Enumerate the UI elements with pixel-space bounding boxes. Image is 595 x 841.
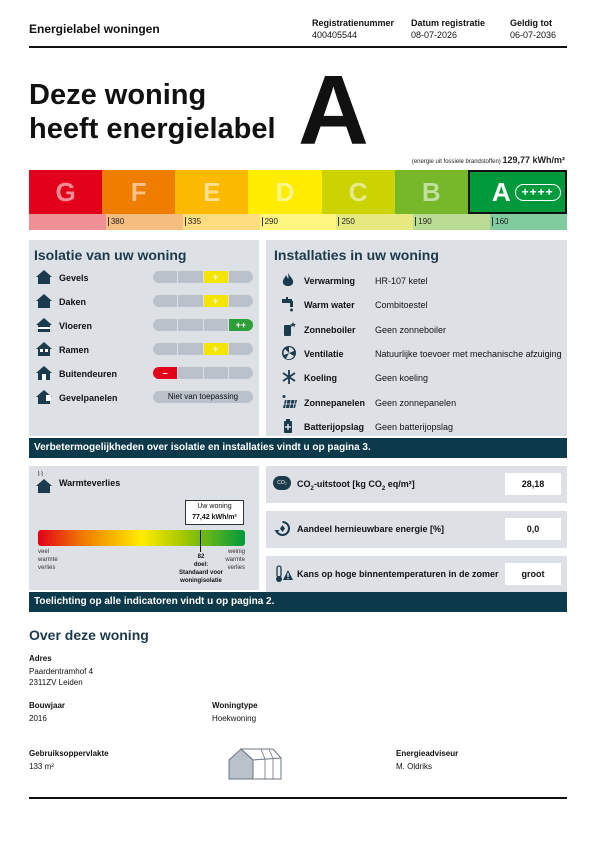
- energy-grade-letter: C: [348, 176, 368, 207]
- registratienummer-value: 400405544: [312, 30, 358, 40]
- energy-threshold-value: 250: [338, 217, 354, 226]
- top-rule: [29, 46, 567, 48]
- energy-threshold-a: [490, 214, 567, 230]
- energy-grade-letter: F: [130, 176, 147, 207]
- energy-threshold-value: 290: [262, 217, 278, 226]
- corner-house-icon: [227, 746, 283, 781]
- installation-label: Ventilatie: [304, 348, 344, 359]
- installaties-title: Installaties in uw woning: [274, 247, 439, 263]
- insulation-house-icon: [35, 341, 53, 362]
- temperature-value: groot: [505, 563, 561, 585]
- installation-value: Natuurlijke toevoer met mechanische afzuiging: [375, 348, 562, 359]
- insulation-level-cell: [153, 343, 177, 355]
- target-value: 82: [197, 554, 205, 560]
- insulation-level-cell: +: [204, 271, 228, 283]
- insulation-level-bar: [153, 295, 253, 307]
- energy-grade-b: [395, 170, 468, 214]
- adviseur-block: [396, 749, 458, 772]
- temperature-label: Kans op hoge binnentemperaturen in de zomer: [297, 569, 499, 579]
- left-scale-label: [38, 548, 58, 572]
- insulation-level-cell: [153, 295, 177, 307]
- fossil-value: 129,77 kWh/m²: [502, 155, 565, 165]
- energy-threshold-e: [183, 214, 260, 230]
- energy-grade-letter: D: [275, 176, 295, 207]
- geldig-label: Geldig tot: [510, 18, 552, 28]
- solar-boiler-icon: [281, 321, 297, 342]
- insulation-level-bar: [153, 319, 253, 331]
- battery-icon: [281, 418, 295, 439]
- isolatie-title: Isolatie van uw woning: [34, 247, 187, 263]
- isolatie-panel: [29, 240, 259, 436]
- headline-line2: heeft energielabel: [29, 113, 276, 145]
- over-title: Over deze woning: [29, 627, 149, 643]
- thermometer-warning-icon: [274, 565, 294, 583]
- your-home-bubble: [185, 500, 244, 525]
- insulation-level-cell: –: [153, 367, 177, 379]
- target-label: [166, 553, 236, 585]
- bouwjaar-value: 2016: [29, 714, 47, 723]
- insulation-level-cell: [229, 343, 253, 355]
- installation-label: Batterijopslag: [304, 421, 365, 432]
- headline: [29, 78, 299, 146]
- installation-value: Geen batterijopslag: [375, 421, 454, 432]
- datum-label: Datum registratie: [411, 18, 486, 28]
- adres-line1: Paardentramhof 4: [29, 667, 94, 676]
- insulation-level-cell: [178, 367, 202, 379]
- energy-grade-letter: B: [421, 176, 441, 207]
- document-title: Energielabel woningen: [29, 22, 160, 36]
- insulation-label: Daken: [59, 297, 87, 307]
- energy-grade-letter: A: [491, 176, 511, 207]
- co2-label: [297, 479, 415, 492]
- insulation-level-cell: +: [204, 343, 228, 355]
- energy-grade-letter: E: [203, 176, 221, 207]
- installation-value: Geen zonneboiler: [375, 324, 447, 335]
- co2-label-pre: CO: [297, 479, 311, 489]
- energy-threshold-value: 190: [415, 217, 431, 226]
- installation-label: Warm water: [304, 300, 355, 311]
- co2-label-post2: eq/m²]: [385, 479, 415, 489]
- improvements-banner: Verbetermogelijkheden over isolatie en installaties vindt u op pagina 3.: [29, 438, 567, 458]
- installation-value: HR-107 ketel: [375, 276, 428, 286]
- geldig-block: [510, 17, 556, 41]
- co2-cloud-icon: CO₂: [273, 476, 291, 490]
- heat-waves-icon: ⌇⌇: [37, 471, 44, 478]
- renewable-panel: [266, 511, 567, 548]
- energy-scale-thresholds: [29, 214, 567, 230]
- installaties-panel: [266, 240, 567, 436]
- adres-block: [29, 654, 93, 688]
- installation-label: Zonneboiler: [304, 324, 356, 335]
- geldig-value: 06-07-2036: [510, 30, 557, 40]
- adres-label: Adres: [29, 654, 52, 663]
- insulation-level-cell: [229, 367, 253, 379]
- datum-block: [411, 17, 485, 41]
- insulation-level-cell: [178, 271, 202, 283]
- fan-icon: [281, 345, 297, 366]
- energy-grade-e: [175, 170, 248, 214]
- energy-scale-bar: [29, 170, 567, 214]
- left-label-1: veel: [38, 549, 50, 555]
- insulation-level-cell: ++: [229, 319, 253, 331]
- insulation-level-cell: +: [204, 295, 228, 307]
- insulation-house-icon: [35, 389, 53, 410]
- energy-grade-a: [468, 170, 567, 214]
- insulation-level-cell: [229, 271, 253, 283]
- bubble-line1: Uw woning: [197, 503, 232, 510]
- energy-threshold-f: [106, 214, 183, 230]
- solar-panel-icon: [281, 394, 299, 415]
- insulation-level-cell: [229, 295, 253, 307]
- insulation-level-bar: [153, 367, 253, 379]
- plus-indicator: ++++: [515, 184, 561, 201]
- registratienummer-label: Registratienummer: [312, 18, 395, 28]
- energy-threshold-b: [413, 214, 490, 230]
- renewable-value: 0,0: [505, 518, 561, 540]
- target-label-1: doel:: [193, 562, 209, 568]
- installation-value: Combitoestel: [375, 300, 428, 311]
- co2-panel: [266, 466, 567, 503]
- warmteverlies-gradient: [38, 530, 245, 546]
- energy-threshold-value: 160: [492, 217, 508, 226]
- woningtype-value: Hoekwoning: [212, 714, 257, 723]
- energy-grade-g: [29, 170, 102, 214]
- adviseur-label: Energieadviseur: [396, 749, 459, 758]
- left-label-3: verlies: [38, 565, 56, 571]
- energy-threshold-g: [29, 214, 106, 230]
- warmteverlies-panel: [29, 466, 259, 590]
- insulation-level-cell: [178, 319, 202, 331]
- oppervlakte-value: 133 m²: [29, 762, 54, 771]
- energy-threshold-c: [336, 214, 413, 230]
- installation-label: Koeling: [304, 373, 337, 384]
- energy-grade-c: [322, 170, 395, 214]
- co2-label-sub: 2: [310, 485, 314, 492]
- right-label-1: weinig: [227, 549, 245, 555]
- co2-value: 28,18: [505, 473, 561, 495]
- woningtype-block: [212, 701, 258, 724]
- insulation-house-icon: [35, 317, 53, 338]
- fossil-energy: [412, 155, 565, 165]
- headline-line1: Deze woning: [29, 79, 207, 111]
- right-label-2: warmte: [225, 557, 245, 563]
- insulation-level-cell: [178, 295, 202, 307]
- energy-threshold-d: [260, 214, 337, 230]
- insulation-label: Ramen: [59, 345, 90, 355]
- insulation-level-bar: [153, 271, 253, 283]
- big-energy-label: A: [298, 55, 369, 165]
- insulation-level-cell: [178, 343, 202, 355]
- insulation-label: Gevels: [59, 273, 89, 283]
- fossil-note: (energie uit fossiele brandstoffen): [411, 159, 501, 165]
- energy-threshold-value: 380: [108, 217, 124, 226]
- co2-label-post: -uitstoot [kg CO: [313, 479, 382, 489]
- target-line: [200, 530, 201, 552]
- renewable-label: Aandeel hernieuwbare energie [%]: [297, 524, 445, 534]
- adviseur-value: M. Oldriks: [396, 762, 432, 771]
- datum-value: 08-07-2026: [411, 30, 458, 40]
- installation-value: Geen zonnepanelen: [375, 397, 457, 408]
- insulation-na-pill: Niet van toepassing: [153, 391, 253, 403]
- house-icon: [35, 478, 53, 494]
- co2-label-sub2: 2: [381, 485, 386, 492]
- energy-threshold-value: 335: [185, 217, 201, 226]
- renewable-cycle-icon: [274, 520, 291, 537]
- insulation-level-cell: [153, 319, 177, 331]
- target-label-3: woningisolatie: [180, 578, 222, 584]
- target-label-2: Standaard voor: [178, 570, 223, 576]
- insulation-house-icon: [35, 365, 53, 386]
- insulation-level-cell: [204, 319, 228, 331]
- woningtype-label: Woningtype: [212, 701, 258, 710]
- right-label-3: verlies: [227, 565, 245, 571]
- flame-icon: [281, 272, 295, 293]
- tap-icon: [281, 296, 297, 317]
- bouwjaar-block: [29, 701, 65, 724]
- registratienummer-block: [312, 17, 394, 41]
- installation-label: Zonnepanelen: [304, 397, 366, 408]
- temperature-panel: [266, 556, 567, 593]
- warmteverlies-title: Warmteverlies: [59, 478, 121, 488]
- left-label-2: warmte: [38, 557, 58, 563]
- installation-label: Verwarming: [304, 276, 356, 286]
- insulation-label: Gevelpanelen: [59, 393, 118, 403]
- bubble-line2: 77,42 kWh/m²: [192, 514, 237, 521]
- insulation-level-cell: [204, 367, 228, 379]
- snowflake-icon: [281, 369, 297, 390]
- insulation-house-icon: [35, 269, 53, 290]
- energy-grade-f: [102, 170, 175, 214]
- insulation-level-bar: [153, 343, 253, 355]
- installation-value: Geen koeling: [375, 373, 429, 384]
- insulation-label: Vloeren: [59, 321, 93, 331]
- insulation-level-cell: [153, 271, 177, 283]
- oppervlakte-label: Gebruiksoppervlakte: [29, 749, 109, 758]
- indicators-banner: Toelichting op alle indicatoren vindt u op pagina 2.: [29, 592, 567, 612]
- insulation-label: Buitendeuren: [59, 369, 118, 379]
- insulation-house-icon: [35, 293, 53, 314]
- energy-grade-letter: G: [55, 176, 76, 207]
- adres-line2: 2311ZV Leiden: [29, 678, 83, 687]
- energy-grade-d: [248, 170, 321, 214]
- oppervlakte-block: [29, 749, 109, 772]
- bouwjaar-label: Bouwjaar: [29, 701, 66, 710]
- bottom-rule: [29, 797, 567, 799]
